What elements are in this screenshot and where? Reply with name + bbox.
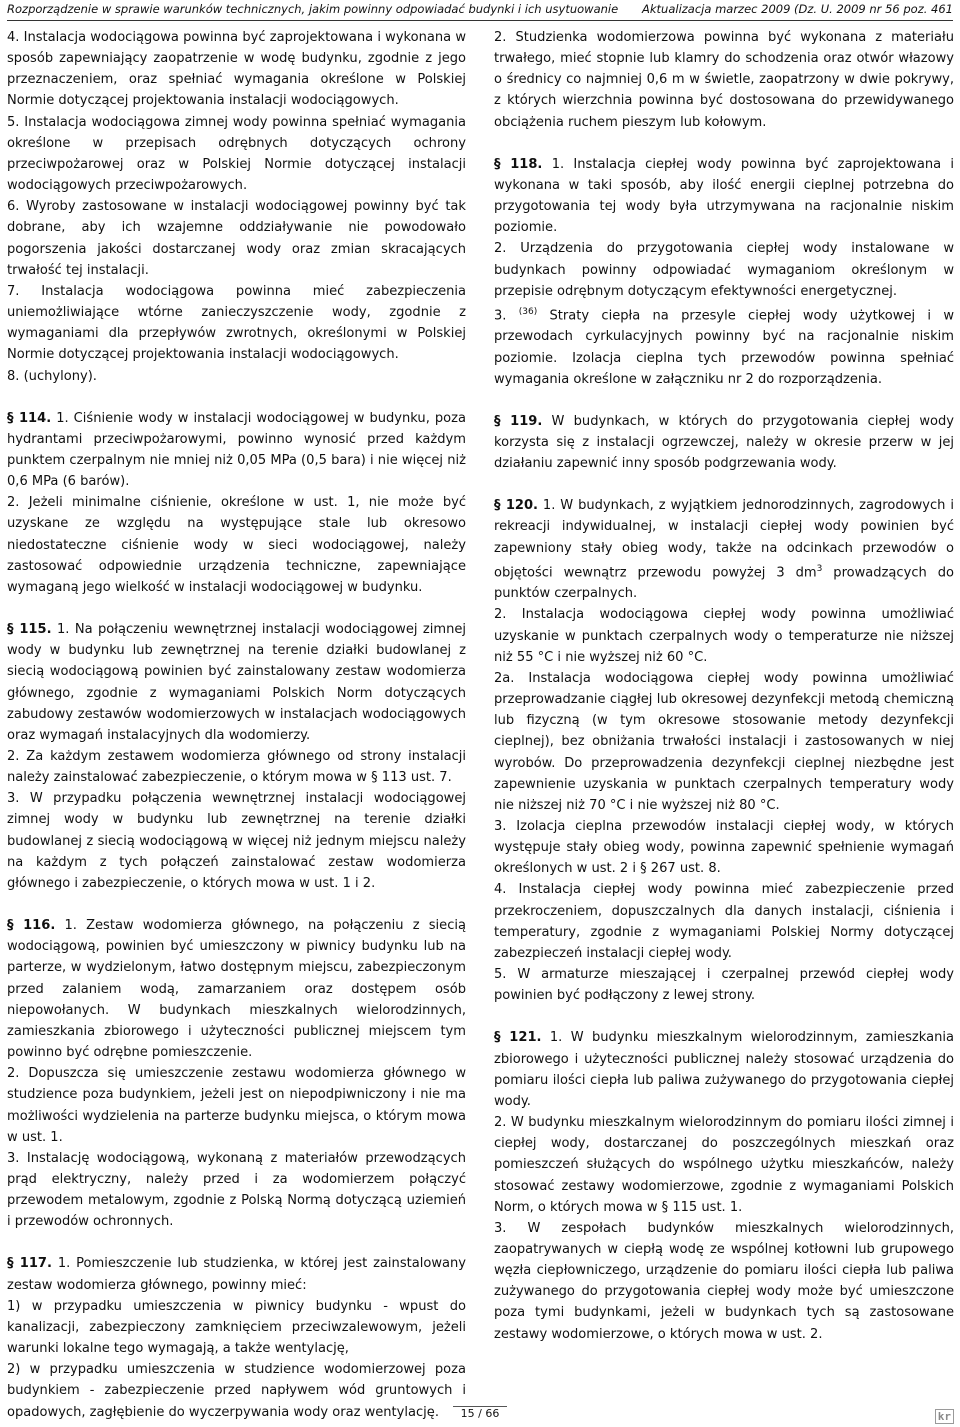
paragraph: 2a. Instalacja wodociągowa ciepłej wody powinna umożliwiać przeprowadzanie ciągłej lub okresowej dezynfekcji metodą chemiczną lub fizyczną (w tym okresowe stosowanie metody dezynfekcji cieplnej), bez obniżania trwałości instalacji i zastosowanych w niej wyrobów. Do przeprowadzenia dezynfekcji cieplnej niezbędne jest zapewnienie uzyskania w punktach czerpalnych temperatury wody nie niższej niż 70 °C i nie wyższej niż 80 °C. [494, 670, 954, 813]
section-117 [7, 1253, 466, 1295]
paragraph: 4. Instalacja ciepłej wody powinna mieć zabezpieczenie przed przekroczeniem, dopuszczalnych dla danych instalacji, ciśnienia i temperatury, zgodnie z wymaganiami Polskiej Normy dotyczącej zabezpieczeń instalacji ciepłej wody. [494, 882, 954, 961]
paragraph: 7. Instalacja wodociągowa powinna mieć zabezpieczenia uniemożliwiające wtórne zanieczyszczenie wody, zgodnie z wymaganiami dla przepływów zwrotnych, określonymi w Polskiej Normie dotyczącej projektowania instalacji wodociągowych. [7, 283, 466, 363]
section-number: § 118. [494, 156, 543, 172]
section-number: § 115. [7, 622, 52, 638]
paragraph [494, 302, 954, 390]
section-120 [494, 495, 954, 604]
section-number: § 117. [7, 1256, 52, 1272]
paragraph-text: 1. Instalacja ciepłej wody powinna być zaprojektowana i wykonana w taki sposób, aby ilość energii cieplnej potrzebna do przygotowania tej wody była utrzymywana na racjonalnie niskim poziomie. [494, 156, 955, 236]
section-119 [494, 411, 954, 474]
header-edition: Aktualizacja marzec 2009 (Dz. U. 2009 nr 56 poz. 461 [642, 2, 953, 16]
paragraph: 5. Instalacja wodociągowa zimnej wody powinna spełniać wymagania określone w przepisach odrębnych dotyczących ochrony przeciwpożarowej oraz w Polskiej Normie dotyczącej instalacji wodociągowych przeciwpożarowych. [7, 114, 466, 194]
paragraph: 2. W budynku mieszkalnym wielorodzinnym do pomiaru ilości zimnej i ciepłej wody, dostarczanej do poszczególnych mieszkań oraz pomieszczeń służących do wspólnego użytku mieszkańców, należy stosować zestawy wodomierzowe, zgodnie z wymaganiami Polskich Norm, o których mowa w § 115 ust. 1. [494, 1115, 954, 1215]
page-number: 15 / 66 [453, 1406, 508, 1420]
paragraph: 2. Instalacja wodociągowa ciepłej wody powinna umożliwiać uzyskanie w punktach czerpalnych wody o temperaturze nie niższej niż 55 °C i nie wyższej niż 60 °C. [494, 607, 954, 665]
paragraph: 2. Dopuszcza się umieszczenie zestawu wodomierza głównego w studzience poza budynkiem, jeżeli jest on niepodpiwniczony i nie ma możliwości wydzielenia na parterze budynku miejsca, o którym mowa w ust. 1. [7, 1066, 466, 1145]
section-118 [494, 154, 954, 239]
footnote-ref: (36) [518, 306, 538, 317]
paragraph-text: 1. Na połączeniu wewnętrznej instalacji wodociągowej zimnej wody w budynku lub zewnętrznej na terenie działki budowlanej z siecią wodociągową powinien być zainstalowany zestaw wodomierza głównego, zgodnie z wymaganiami Polskich Norm dotyczących zabudowy zestawów wodomierzowych w instalacjach wodociągowych oraz wymagań instalacyjnych dla wodomierzy. [7, 622, 466, 743]
paragraph: 3. Instalację wodociągową, wykonaną z materiałów przewodzących prąd elektryczny, należy przed i za wodomierzem połączyć przewodem metalowym, zgodnie z Polską Normą dotyczącą uziemień i przewodów ochronnych. [7, 1150, 466, 1230]
superscript: 3 [816, 563, 823, 574]
left-column [7, 27, 466, 1423]
paragraph: 2. Jeżeli minimalne ciśnienie, określone w ust. 1, nie może być uzyskane ze względu na występujące stale lub okresowo niedostateczne ciśnienie wody w sieci wodociągowej, należy zastosować odpowiednie urządzenia techniczne, zapewniające wymaganą jego wielkość w instalacji wodociągowej w budynku. [7, 495, 466, 595]
list-item: 2) w przypadku umieszczenia w studzience wodomierzowej poza budynkiem - zabezpieczenie przed napływem wód gruntowych i opadowych, zagłębienie do wyczerpywania wody oraz wentylację. [7, 1362, 466, 1420]
paragraph: 3. W zespołach budynków mieszkalnych wielorodzinnych, zaopatrywanych w ciepłą wodę ze wspólnej kotłowni lub grupowego węzła ciepłowniczego, urządzenie do pomiaru ilości ciepła lub paliwa zużywanego do przygotowania ciepłej wody może być umieszczone poza tymi budynkami, jeżeli w budynkach tych są zastosowane zestawy wodomierzowe, o których mowa w ust. 2. [494, 1220, 954, 1342]
section-121 [494, 1027, 954, 1112]
section-116 [7, 915, 466, 1063]
paragraph-text: 1. Ciśnienie wody w instalacji wodociągowej w budynku, poza hydrantami przeciwpożarowymi, powinno wynosić przed każdym punktem czerpalnym nie mniej niż 0,05 MPa (0,5 bara) i nie więcej niż 0,6 MPa (6 barów). [7, 410, 466, 490]
paragraph: 8. (uchylony). [7, 368, 97, 384]
section-115 [7, 619, 466, 746]
paragraph: 2. Studzienka wodomierzowa powinna być wykonana z materiału trwałego, mieć stopnie lub klamry do schodzenia oraz otwór włazowy o średnicy co najmniej 0,6 m w świetle, zaopatrzony w dwie pokrywy, z których wierzchnia powinna być dostosowana do przewidywanego obciążenia ruchem pieszym lub kołowym. [494, 30, 954, 130]
item-number: 3. [494, 308, 507, 324]
section-114 [7, 408, 466, 493]
paragraph-text: 1. W budynku mieszkalnym wielorodzinnym, zamieszkania zbiorowego i użyteczności publicznej należy stosować urządzenia do pomiaru ilości ciepła lub paliwa zużywanego do przygotowania ciepłej wody. [494, 1030, 954, 1109]
section-number: § 119. [494, 413, 543, 429]
paragraph: 3. Izolacja cieplna przewodów instalacji ciepłej wody, w których występuje stały obieg wody, powinna zapewnić spełnienie wymagań określonych w ust. 2 i § 267 ust. 8. [494, 819, 954, 877]
paragraph: 2. Urządzenia do przygotowania ciepłej wody instalowane w budynkach powinny odpowiadać wymaganiom określonym w przepisie odrębnym dotyczącym efektywności energetycznej. [494, 241, 954, 299]
list-item: 1) w przypadku umieszczenia w piwnicy budynku - wpust do kanalizacji, zabezpieczony zamknięciem przeciwzalewowym, jeżeli warunki lokalne tego wymagają, a także wentylację, [7, 1298, 466, 1357]
paragraph-text: 1. Zestaw wodomierza głównego, na połączeniu z siecią wodociągową, powinien być umieszczony w piwnicy budynku lub na parterze, w wydzielonym, łatwo dostępnym miejscu, zabezpieczonym przed zalaniem wodą, zamarzaniem oraz dostępem osób niepowołanych. W budynkach mieszkalnych wielorodzinnych, zamieszkania zbiorowego i użyteczności publicznej miejscem tym powinno być odrębne pomieszczenie. [7, 918, 466, 1061]
paragraph-text: 1. W budynkach, z wyjątkiem jednorodzinnych, zagrodowych i rekreacji indywidualnej, w instalacji ciepłej wody powinien być zapewniony stały obieg wody, także na odcinkach przewodów o objętości wewnątrz przewodu powyżej 3 dm [494, 498, 954, 581]
section-number: § 121. [494, 1030, 542, 1046]
paragraph-text: W budynkach, w których do przygotowania ciepłej wody korzysta się z instalacji ogrzewczej, należy w okresie przerw w jej działaniu zapewnić inny sposób podgrzewania wody. [494, 413, 954, 472]
running-header [7, 0, 953, 21]
paragraph-text: prowadzących do punktów czerpalnych. [494, 565, 954, 602]
header-title: Rozporządzenie w sprawie warunków technicznych, jakim powinny odpowiadać budynki i ich usytuowanie [7, 2, 619, 16]
paragraph: 5. W armaturze mieszającej i czerpalnej przewód ciepłej wody powinien być podłączony z lewej strony. [494, 967, 954, 1004]
paragraph: 6. Wyroby zastosowane w instalacji wodociągowej powinny być tak dobrane, aby ich wzajemne oddziaływanie nie powodowało pogorszenia jakości dostarczanej wody oraz zmian skracających trwałość tej instalacji. [7, 199, 466, 278]
paragraph-text: Straty ciepła na przesyle ciepłej wody użytkowej i w przewodach cyrkulacyjnych powinny być na racjonalnie niskim poziomie. Izolacja cieplna tych przewodów powinna spełniać wymagania określone w załączniku nr 2 do rozporządzenia. [494, 308, 954, 387]
publisher-logo: kr [935, 1409, 954, 1424]
section-number: § 116. [7, 918, 56, 934]
section-number: § 114. [7, 410, 52, 426]
paragraph: 3. W przypadku połączenia wewnętrznej instalacji wodociągowej zimnej wody w budynku lub zewnętrznej na terenie działki budowlanej z siecią wodociągową w więcej niż jednym miejscu należy na każdym z tych połączeń zainstalować zestaw wodomierza głównego i zabezpieczenie, o których mowa w ust. 1 i 2. [7, 791, 466, 891]
paragraph: 4. Instalacja wodociągowa powinna być zaprojektowana i wykonana w sposób zapewniający zaopatrzenie w wodę budynku, zgodnie z jego przeznaczeniem, oraz spełniać wymagania określone w Polskiej Normie dotyczącej projektowania instalacji wodociągowych. [7, 30, 466, 109]
section-number: § 120. [494, 498, 539, 514]
right-column [494, 27, 954, 1345]
paragraph: 2. Za każdym zestawem wodomierza głównego od strony instalacji należy zainstalować zabezpieczenie, o którym mowa w § 113 ust. 7. [7, 749, 466, 786]
page-footer [0, 1406, 960, 1420]
paragraph-text: 1. Pomieszczenie lub studzienka, w której jest zainstalowany zestaw wodomierza głównego, powinny mieć: [7, 1256, 466, 1293]
